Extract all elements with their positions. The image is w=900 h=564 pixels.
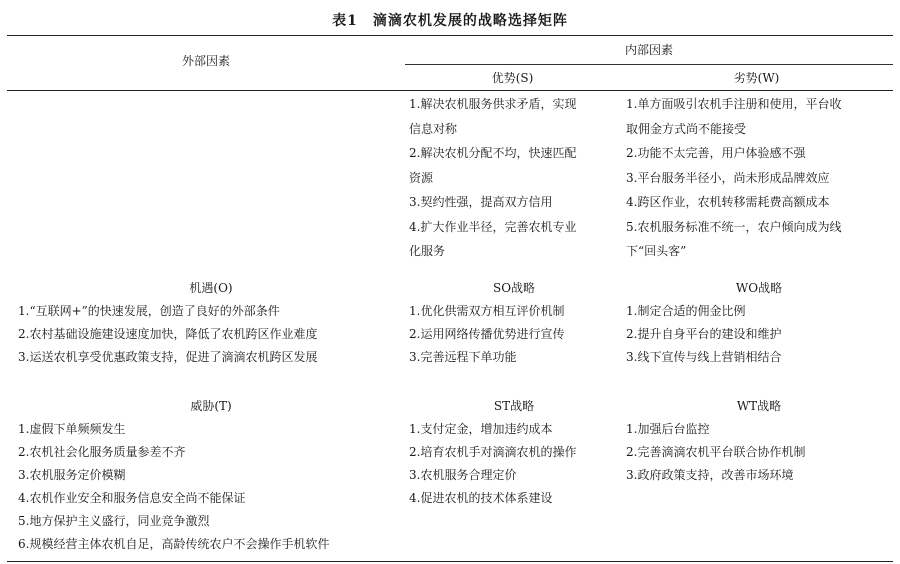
weakness-line: 取佣金方式尚不能接受 [626, 121, 747, 136]
so-strategy-cell [409, 277, 619, 369]
wt-item: 3.政府政策支持，改善市场环境 [626, 468, 794, 482]
wo-title: WO战略 [735, 281, 783, 295]
threats-title: 威胁(T) [190, 399, 232, 413]
opportunity-item: 3.运送农机享受优惠政策支持，促进了滴滴农机跨区发展 [18, 350, 318, 364]
header-external: 外部因素 [181, 54, 230, 68]
so-title: SO战略 [492, 281, 536, 295]
so-item: 2.运用网络传播优势进行宣传 [409, 327, 565, 341]
st-item: 1.支付定金，增加违约成本 [409, 422, 553, 436]
st-item: 2.培育农机手对滴滴农机的操作 [409, 445, 577, 459]
strength-line: 2.解决农机分配不均，快速匹配 [409, 146, 577, 160]
threat-item: 4.农机作业安全和服务信息安全尚不能保证 [18, 491, 246, 505]
threats-cell [18, 395, 404, 556]
bottom-rule [7, 561, 893, 562]
wt-strategy-cell [626, 395, 892, 487]
strength-line: 化服务 [409, 244, 446, 258]
opportunities-cell [18, 277, 404, 369]
opportunity-item: 1.“互联网+”的快速发展，创造了良好的外部条件 [18, 304, 280, 318]
strength-line: 4.扩大作业半径，完善农机专业 [409, 219, 577, 234]
weakness-line: 3.平台服务半径小，尚未形成品牌效应 [626, 170, 830, 185]
weakness-line: 2.功能不太完善，用户体验感不强 [626, 146, 806, 160]
threat-item: 2.农机社会化服务质量参差不齐 [18, 445, 186, 459]
weakness-line: 5.农机服务标准不统一，农户倾向成为线 [626, 219, 842, 234]
weakness-line: 4.跨区作业，农机转移需耗费高额成本 [626, 195, 830, 209]
table-title: 表1 滴滴农机发展的战略选择矩阵 [332, 13, 568, 29]
weakness-line: 1.单方面吸引农机手注册和使用，平台收 [626, 97, 842, 111]
strength-line: 信息对称 [409, 121, 458, 136]
wo-item: 2.提升自身平台的建设和维护 [626, 327, 782, 341]
strength-line: 资源 [409, 170, 434, 185]
threat-item: 6.规模经营主体农机自足，高龄传统农户不会操作手机软件 [18, 537, 330, 551]
strength-line: 1.解决农机服务供求矛盾，实现 [409, 97, 577, 111]
threat-item: 1.虚假下单频频发生 [18, 422, 126, 436]
header-weaknesses: 劣势(W) [733, 71, 780, 85]
wt-title: WT战略 [736, 399, 782, 413]
wt-item: 2.完善滴滴农机平台联合协作机制 [626, 445, 806, 459]
internal-sub-rule [405, 64, 893, 65]
weaknesses-cell [626, 92, 841, 264]
wt-item: 1.加强后台监控 [626, 422, 710, 436]
strengths-cell [409, 92, 576, 264]
st-item: 3.农机服务合理定价 [409, 468, 517, 482]
wo-strategy-cell [626, 277, 892, 369]
top-rule [7, 35, 893, 36]
st-strategy-cell [409, 395, 619, 510]
header-strengths: 优势(S) [491, 71, 534, 85]
opportunity-item: 2.农村基础设施建设速度加快，降低了农机跨区作业难度 [18, 327, 318, 341]
wo-item: 3.线下宣传与线上营销相结合 [626, 350, 782, 364]
opportunities-title: 机遇(O) [189, 281, 233, 295]
header-internal: 内部因素 [624, 43, 673, 57]
so-item: 1.优化供需双方相互评价机制 [409, 304, 565, 318]
threat-item: 3.农机服务定价模糊 [18, 468, 126, 482]
st-title: ST战略 [493, 399, 535, 413]
so-item: 3.完善远程下单功能 [409, 350, 517, 364]
header-bottom-rule [7, 90, 893, 91]
threat-item: 5.地方保护主义盛行，同业竞争激烈 [18, 514, 210, 528]
st-item: 4.促进农机的技术体系建设 [409, 491, 553, 505]
weakness-line: 下“回头客” [626, 244, 687, 258]
wo-item: 1.制定合适的佣金比例 [626, 304, 746, 318]
strength-line: 3.契约性强，提高双方信用 [409, 195, 553, 209]
